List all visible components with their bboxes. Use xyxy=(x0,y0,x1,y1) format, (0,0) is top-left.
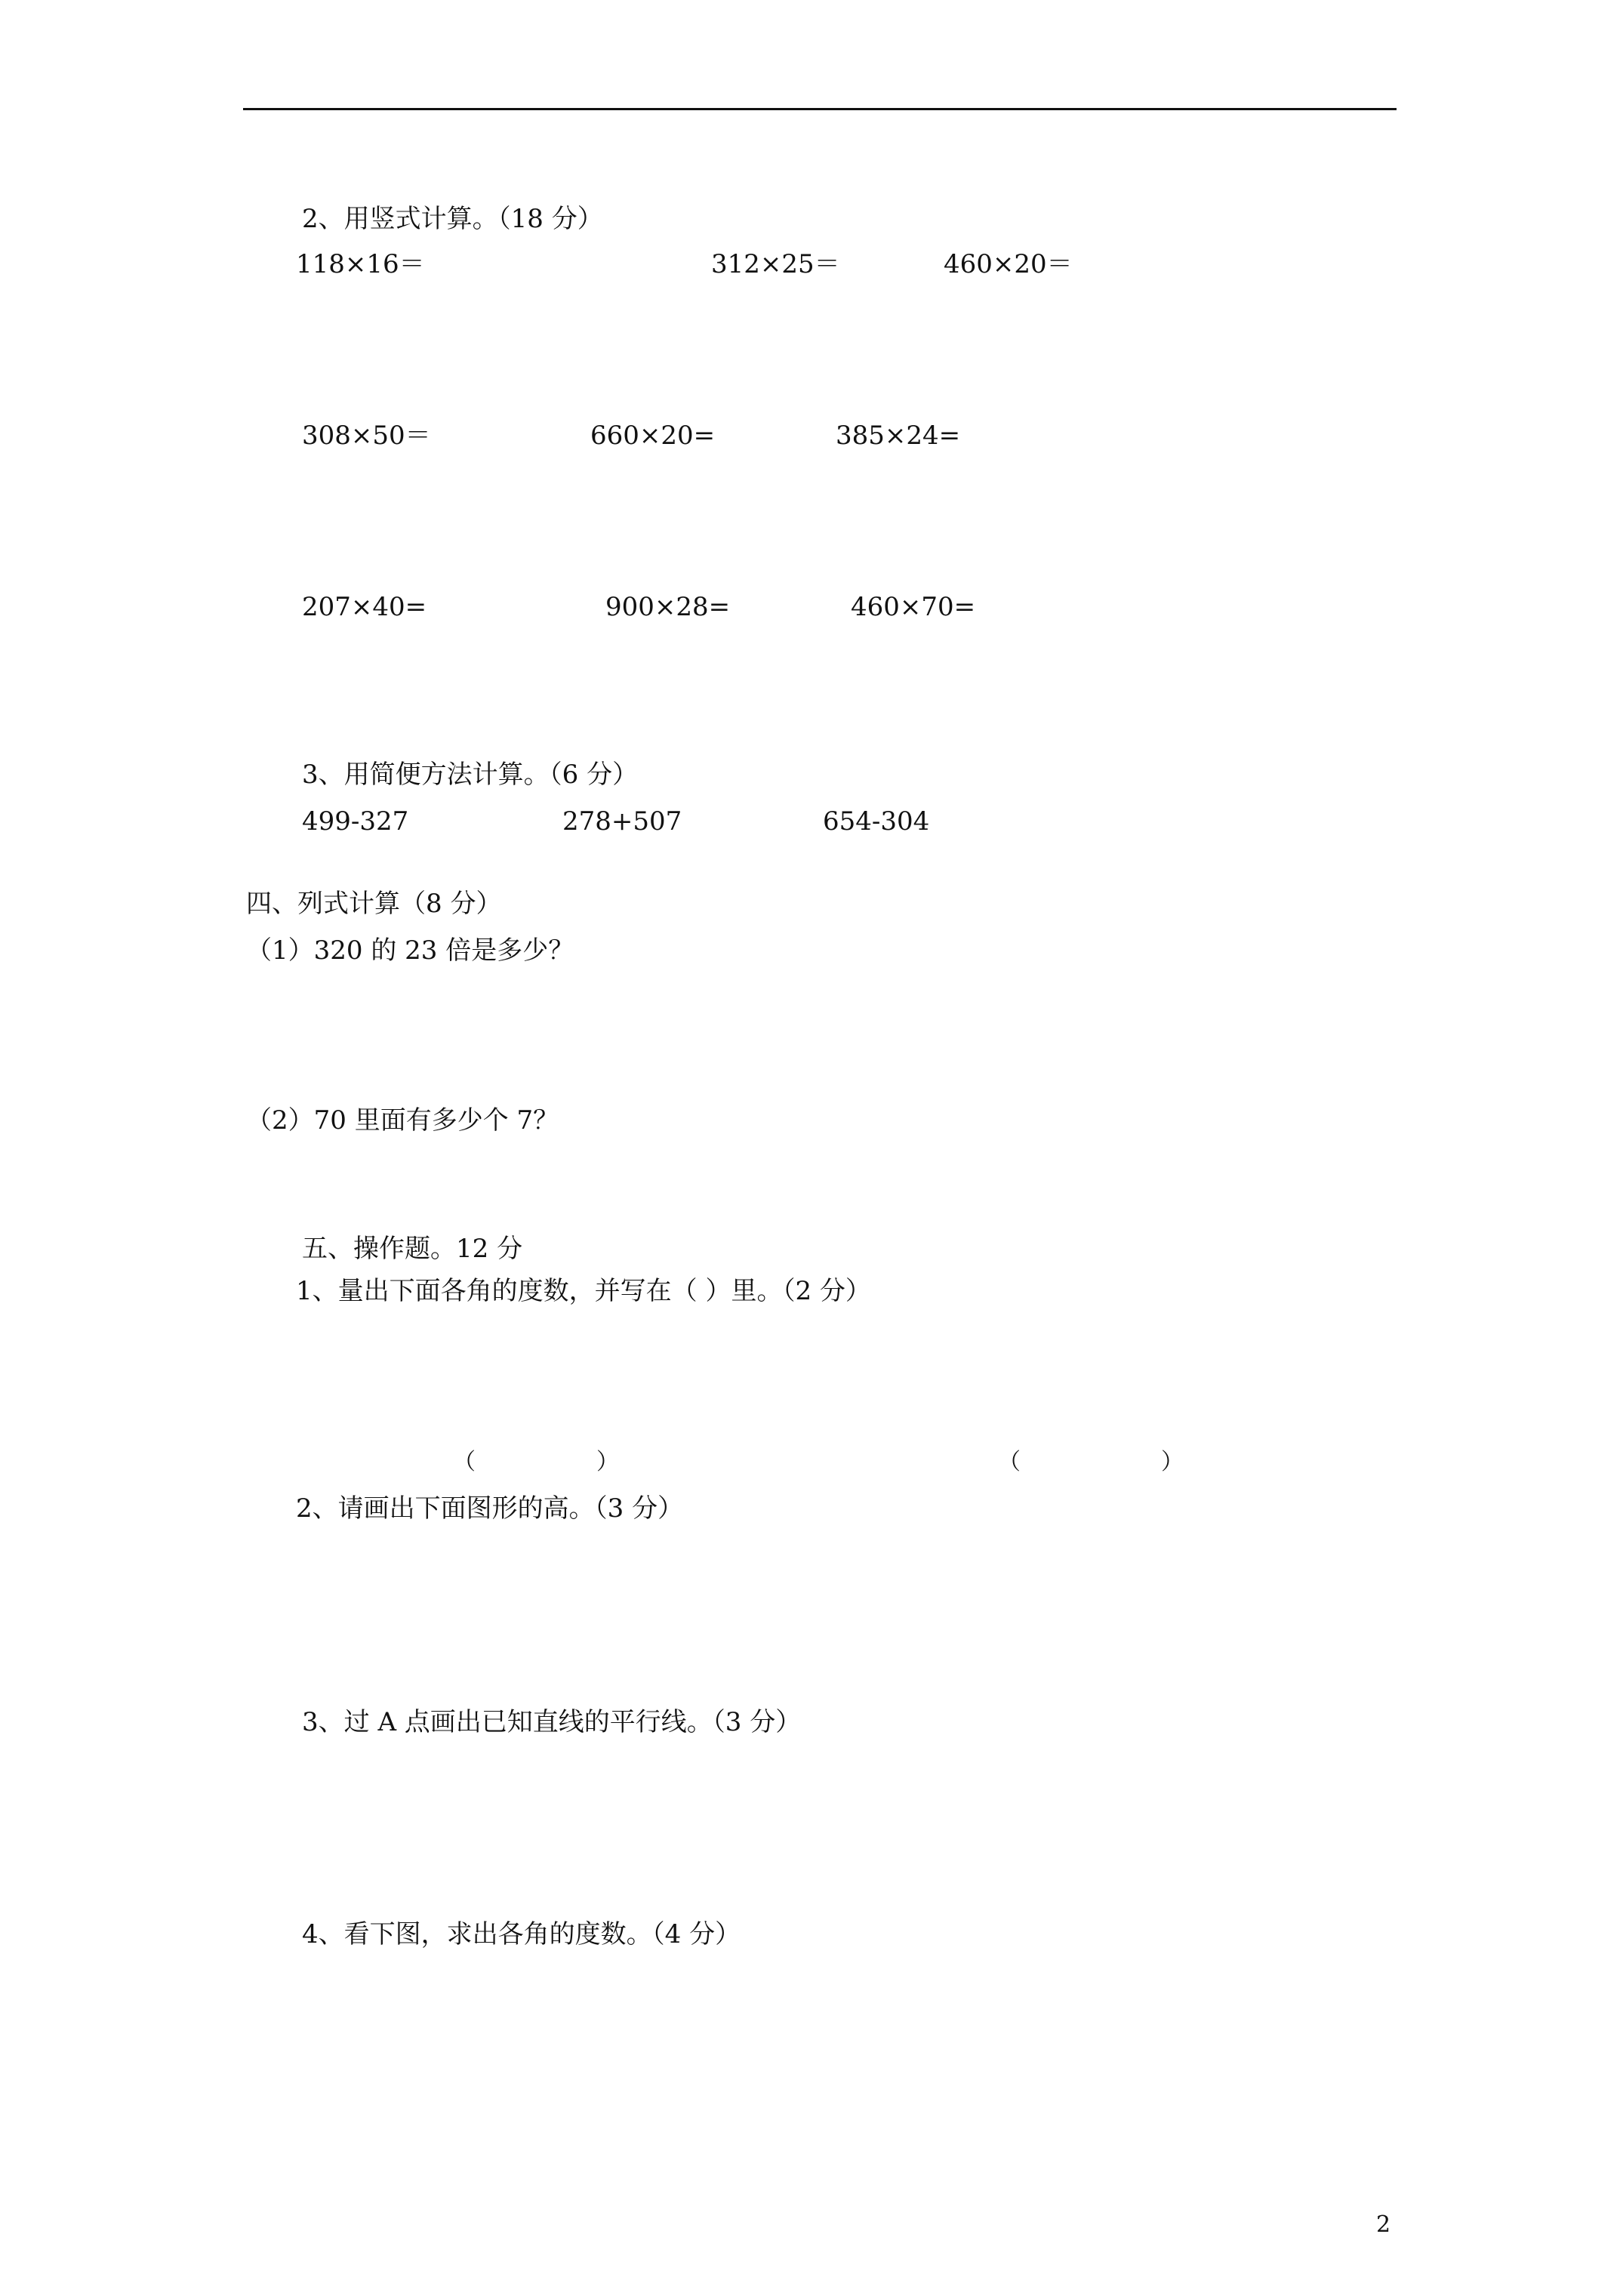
section5-q4: 4、看下图，求出各角的度数。（4 分） xyxy=(302,1919,741,1949)
header-rule xyxy=(243,108,1397,110)
section4-q1: （1）320 的 23 倍是多少？ xyxy=(246,935,574,966)
section5-q3: 3、过 A 点画出已知直线的平行线。（3 分） xyxy=(302,1707,802,1737)
section5-q1: 1、量出下面各角的度数，并写在（ ）里。（2 分） xyxy=(296,1276,871,1306)
page-number: 2 xyxy=(1376,2211,1391,2238)
q3-item-1: 499-327 xyxy=(302,806,409,837)
section5-q2: 2、请画出下面图形的高。（3 分） xyxy=(296,1493,684,1524)
q2-item-8: 900×28= xyxy=(605,592,731,622)
q3-item-2: 278+507 xyxy=(562,806,682,837)
q2-item-4: 308×50＝ xyxy=(302,421,431,451)
section4-q2: （2）70 里面有多少个 7？ xyxy=(246,1105,559,1136)
q2-item-9: 460×70= xyxy=(851,592,976,622)
q3-item-3: 654-304 xyxy=(823,806,930,837)
q2-item-6: 385×24= xyxy=(836,421,961,451)
q2-item-2: 312×25＝ xyxy=(711,249,840,279)
q2-item-3: 460×20＝ xyxy=(944,249,1073,279)
angle2-answer-open: （ xyxy=(998,1449,1021,1475)
angle1-answer-close: ） xyxy=(596,1449,619,1475)
q2-item-1: 118×16＝ xyxy=(296,249,425,279)
section5-title: 五、操作题。12 分 xyxy=(302,1234,523,1264)
angle1-answer-open: （ xyxy=(453,1449,476,1475)
q3-title: 3、用简便方法计算。（6 分） xyxy=(302,760,639,790)
q2-title: 2、用竖式计算。（18 分） xyxy=(302,204,603,234)
q2-item-7: 207×40= xyxy=(302,592,427,622)
angle2-answer-close: ） xyxy=(1161,1449,1184,1475)
q2-item-5: 660×20= xyxy=(590,421,716,451)
section4-title: 四、列式计算（8 分） xyxy=(246,889,502,919)
